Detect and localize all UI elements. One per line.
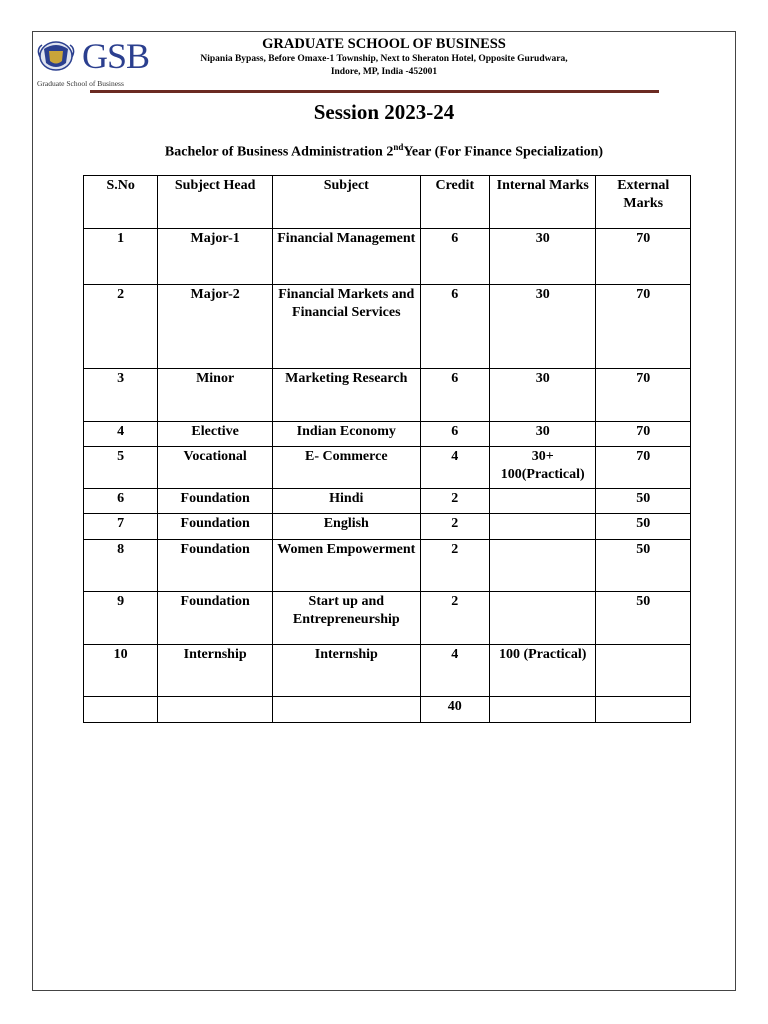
- cell-sno: 6: [84, 489, 158, 514]
- cell-internal: 100 (Practical): [489, 645, 596, 697]
- col-header-credit: Credit: [420, 176, 489, 229]
- cell-sno: 1: [84, 229, 158, 285]
- cell-external: 70: [596, 285, 691, 369]
- table-row: [84, 540, 691, 592]
- cell-subject-head: Foundation: [158, 592, 273, 645]
- cell-sno: 10: [84, 645, 158, 697]
- cell-internal: [489, 540, 596, 592]
- cell-external: 70: [596, 229, 691, 285]
- logo-wordmark: GSB: [82, 36, 150, 76]
- program-sup: nd: [393, 142, 404, 152]
- cell-internal: [489, 697, 596, 723]
- table-row: [84, 422, 691, 447]
- cell-subject: Women Empowerment: [272, 540, 420, 592]
- cell-subject-head: Foundation: [158, 514, 273, 540]
- cell-internal: 30: [489, 285, 596, 369]
- cell-credit: 6: [420, 229, 489, 285]
- cell-external: [596, 645, 691, 697]
- table-row: [84, 447, 691, 489]
- session-title: Session 2023-24: [313, 100, 455, 124]
- cell-subject: Hindi: [272, 489, 420, 514]
- cell-subject: English: [272, 514, 420, 540]
- header-rule: [90, 90, 659, 93]
- cell-subject-head: Internship: [158, 645, 273, 697]
- cell-external: 50: [596, 592, 691, 645]
- cell-external: 50: [596, 514, 691, 540]
- cell-credit: 2: [420, 592, 489, 645]
- cell-subject: Financial Markets and Financial Services: [272, 285, 420, 369]
- cell-internal: 30: [489, 229, 596, 285]
- cell-subject-head: [158, 697, 273, 723]
- table-row: [84, 489, 691, 514]
- cell-internal: [489, 592, 596, 645]
- cell-credit-total: 40: [420, 697, 489, 723]
- program-prefix: Bachelor of Business Administration 2: [164, 144, 394, 160]
- col-header-internal-marks: Internal Marks: [489, 176, 596, 229]
- cell-subject-head: Minor: [158, 369, 273, 422]
- cell-credit: 6: [420, 285, 489, 369]
- program-suffix: Year (For Finance Specialization): [403, 144, 604, 160]
- table-row: [84, 229, 691, 285]
- cell-credit: 2: [420, 514, 489, 540]
- cell-subject-head: Major-1: [158, 229, 273, 285]
- cell-external: 70: [596, 422, 691, 447]
- cell-external: 70: [596, 447, 691, 489]
- cell-internal: [489, 489, 596, 514]
- cell-credit: 6: [420, 422, 489, 447]
- cell-subject-head: Foundation: [158, 540, 273, 592]
- cell-subject: Internship: [272, 645, 420, 697]
- cell-credit: 2: [420, 540, 489, 592]
- cell-sno: 4: [84, 422, 158, 447]
- cell-credit: 6: [420, 369, 489, 422]
- cell-credit: 4: [420, 447, 489, 489]
- cell-subject: E- Commerce: [272, 447, 420, 489]
- cell-subject-head: Elective: [158, 422, 273, 447]
- table-header-row: [84, 176, 691, 229]
- cell-sno: 3: [84, 369, 158, 422]
- cell-subject-head: Foundation: [158, 489, 273, 514]
- table-row: [84, 592, 691, 645]
- cell-credit: 4: [420, 645, 489, 697]
- address-line-2: Indore, MP, India -452001: [330, 67, 438, 77]
- cell-sno: 7: [84, 514, 158, 540]
- address-line-1: Nipania Bypass, Before Omaxe-1 Township, Next to Sheraton Hotel, Opposite Gurudwara,: [200, 54, 568, 64]
- cell-external: 50: [596, 540, 691, 592]
- table-row: [84, 514, 691, 540]
- col-header-subject: Subject: [272, 176, 420, 229]
- cell-internal: 30: [489, 369, 596, 422]
- cell-internal: 30: [489, 422, 596, 447]
- col-header-external-marks: External Marks: [596, 176, 691, 229]
- cell-subject: Financial Management: [272, 229, 420, 285]
- cell-sno: 9: [84, 592, 158, 645]
- cell-internal: [489, 514, 596, 540]
- cell-sno: 2: [84, 285, 158, 369]
- table-row: [84, 285, 691, 369]
- table-row: [84, 645, 691, 697]
- table-row: [84, 369, 691, 422]
- cell-subject: Marketing Research: [272, 369, 420, 422]
- cell-internal: 30+ 100(Practical): [489, 447, 596, 489]
- cell-subject: Start up and Entrepreneurship: [272, 592, 420, 645]
- cell-external: 70: [596, 369, 691, 422]
- school-address: [150, 53, 618, 79]
- cell-subject: Indian Economy: [272, 422, 420, 447]
- cell-sno: 8: [84, 540, 158, 592]
- cell-sno: [84, 697, 158, 723]
- cell-external: [596, 697, 691, 723]
- col-header-subject-head: Subject Head: [158, 176, 273, 229]
- cell-sno: 5: [84, 447, 158, 489]
- logo-subtitle: Graduate School of Business: [37, 79, 124, 88]
- table-total-row: [84, 697, 691, 723]
- subjects-table: [83, 175, 691, 723]
- program-title: [0, 142, 768, 161]
- cell-external: 50: [596, 489, 691, 514]
- cell-credit: 2: [420, 489, 489, 514]
- col-header-sno: S.No: [84, 176, 158, 229]
- cell-subject-head: Major-2: [158, 285, 273, 369]
- cell-subject-head: Vocational: [158, 447, 273, 489]
- cell-subject: [272, 697, 420, 723]
- school-name: GRADUATE SCHOOL OF BUSINESS: [262, 36, 506, 52]
